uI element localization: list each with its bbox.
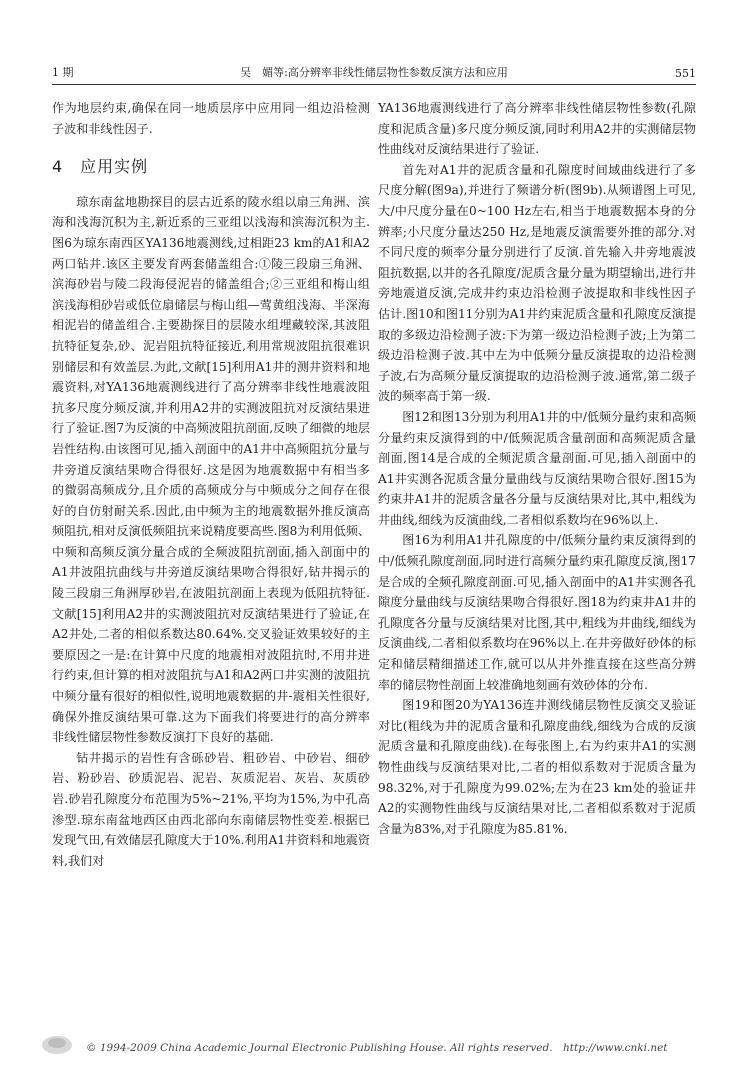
issue-label: 1 期 <box>52 66 74 79</box>
running-title: 吴 媚等:高分辨率非线性储层物性参数反演方法和应用 <box>240 66 508 79</box>
body-paragraph: 图12和图13分别为利用A1井的中/低频分量约束和高频分量约束反演得到的中/低频泥质含量剖面和高频泥质含量剖面,图14是合成的全频泥质含量剖面.可见,插入剖面中的A1井实测各泥质含量分量曲线与反演结果吻合很好.图15为约束井A1井的泥质含量各分量与反演结果对比,其中,粗线为井曲线,细线为反演曲线,二者相似系数均在96%以上. <box>378 409 696 527</box>
body-paragraph: 琼东南盆地勘探目的层古近系的陵水组以扇三角洲、滨海和浅海沉积为主,新近系的三亚组以浅海和滨海沉积为主.图6为琼东南西区YA136地震测线,过相距23 km的A1和A2两口钻井.该区主要发育两套储盖组合:①陵三段扇三角洲、滨海砂岩与陵二段海侵泥岩的储盖组合;②三亚组和梅山组滨浅海相砂岩或低位扇储层与梅山组—莺黄组浅海、半深海相泥岩的储盖组合.主要勘探目的层陵水组埋藏较深,其波阻抗特征复杂,砂、泥岩阻抗特征接近,利用常规波阻抗很难识别储层和有效盖层.为此,文献[15]利用A1井的测井资料和地震资料,对YA136地震测线进行了高分辨率非线性地震波阻抗多尺度分频反演,并利用A2井的实测波阻抗对反演结果进行了验证.图7为反演的中高频波阻抗剖面,反映了细微的地层岩性结构.由该图可见,插入剖面中的A1井中高频阻抗分量与井旁道反演结果吻合得很好.这是因为地震数据中有相当多的微弱高频成分,且介质的高频成分与中频成分之间存在很好的自仿射耐关系.因此,由中频为主的地震数据外推反演高频阻抗,相对反演低频阻抗来说精度要高些.图8为利用低频、中频和高频反演分量合成的全频波阻抗剖面,插入剖面中的A1井波阻抗曲线与井旁道反演结果吻合得很好,钻井揭示的陵三段扇三角洲厚砂岩,在波阻抗剖面上表现为低阻抗特征.文献[15]利用A2井的实测波阻抗对反演结果进行了验证,在A2井处,二者的相似系数达80.64%.交叉验证效果较好的主要原因之一是:在计算中尺度的地震相对波阻抗时,不用井进行约束,但计算的相对波阻抗与A1和A2两口井实测的波阻抗中频分量有很好的相似性,说明地震数据的井-震相关性很好,确保外推反演结果可靠.这为下面我们将要进行的高分辨率非线性储层物性参数反演打下良好的基础. <box>52 194 370 745</box>
running-header <box>52 62 696 85</box>
section-heading: 4 应用实例 <box>52 157 149 177</box>
continued-paragraph: YA136地震测线进行了高分辨率非线性储层物性参数(孔隙度和泥质含量)多尺度分频反演,同时利用A2井的实测储层物性曲线对反演结果进行了验证. <box>378 101 696 157</box>
body-paragraph: 图19和图20为YA136连井测线储层物性反演交叉验证对比(粗线为井的泥质含量和孔隙度曲线,细线为合成的反演泥质含量和孔隙度曲线).在每张图上,右为约束井A1的实测物性曲线与反演结果对比,二者的相似系数对于泥质含量为98.32%,对于孔隙度为99.02%;左为在23 km处的验证井A2的实测物性曲线与反演结果对比,二者相似系数对于泥质含量为83%,对于孔隙度为85.81%. <box>378 698 696 836</box>
body-paragraph: 首先对A1井的泥质含量和孔隙度时间域曲线进行了多尺度分解(图9a),并进行了频谱分析(图9b).从频谱图上可见,大/中尺度分量在0~100 Hz左右,相当于地震数据本身的分辨率;小尺度分量达250 Hz,是地震反演需要外推的部分.对不同尺度的频率分量分别进行了反演.首先输入井旁地震波阻抗数据,以井的各孔隙度/泥质含量分量为期望输出,进行井旁地震道反演,完成井约束边沿检测子波提取和非线性因子估计.图10和图11分别为A1井约束泥质含量和孔隙度反演提取的多级边沿检测子波:下为第一级边沿检测子波;上为第二级边沿检测子波.其中左为中低频分量反演提取的边沿检测子波,右为高频分量反演提取的边沿检测子波.通常,第二级子波的频率高于第一级. <box>378 162 696 404</box>
right-column <box>378 98 696 839</box>
left-column <box>52 98 370 871</box>
page-number: 551 <box>675 67 696 80</box>
copyright-footer: © 1994-2009 China Academic Journal Electronic Publishing House. All rights reserved. http://www.cnki.net <box>86 1042 668 1054</box>
body-paragraph: 图16为利用A1井孔隙度的中/低频分量约束反演得到的中/低频孔隙度剖面,同时进行高频分量约束孔隙度反演,图17是合成的全频孔隙度剖面.可见,插入剖面中的A1井实测各孔隙度分量曲线与反演结果吻合得很好.图18为约束井A1井的孔隙度各分量与反演结果对比图,其中,粗线为井曲线,细线为反演曲线,二者相似系数均在96%以上.在井旁做好砂体的标定和储层精细描述工作,就可以从井外推直接在这些高分辨率的储层物性剖面上较准确地刻画有效砂体的分布. <box>378 533 696 692</box>
body-paragraph: 钻井揭示的岩性有含砾砂岩、粗砂岩、中砂岩、细砂岩、粉砂岩、砂质泥岩、泥岩、灰质泥岩、灰岩、灰质砂岩.砂岩孔隙度分布范围为5%~21%,平均为15%,为中孔高渗型.琼东南盆地西区由西北部向东南储层物性变差.根据已发现气田,有效储层孔隙度大于10%.利用A1井资料和地震资料,我们对 <box>52 750 370 868</box>
publisher-logo-icon <box>40 1030 74 1056</box>
continued-paragraph: 作为地层约束,确保在同一地质层序中应用同一组边沿检测子波和非线性因子. <box>52 101 370 136</box>
